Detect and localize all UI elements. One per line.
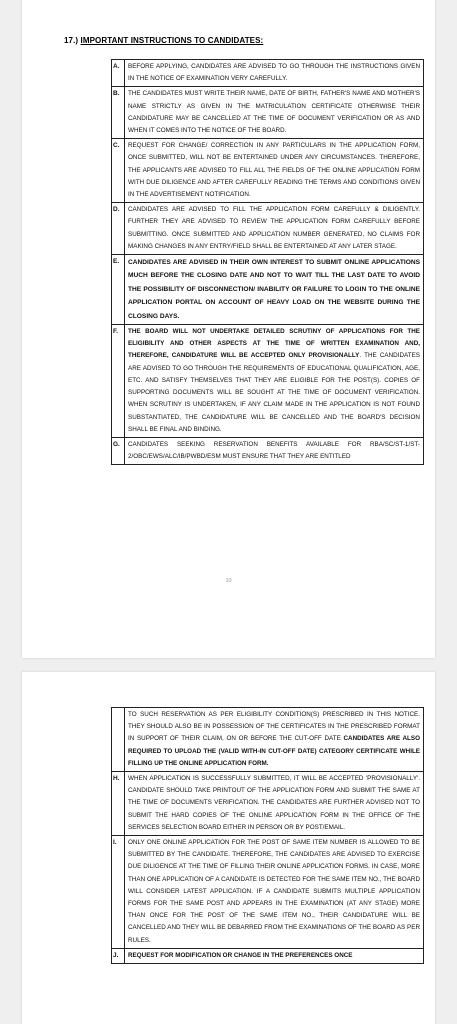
table-row xyxy=(112,203,424,255)
item-label: F. xyxy=(112,325,125,438)
item-label: C. xyxy=(112,139,125,203)
item-label: B. xyxy=(112,87,125,139)
item-text: THE CANDIDATES MUST WRITE THEIR NAME, DATE OF BIRTH, FATHER'S NAME AND MOTHER'S NAME STRICTLY AS GIVEN IN THE MATRICULATION CERTIFICATE OTHERWISE THEIR CANDIDATURE MAY BE CANCELLED AT THE TIME OF DOCUMENT VERIFICATION OR AS AND WHEN IT COMES INTO THE NOTICE OF THE BOARD. xyxy=(125,87,424,139)
item-text: ONLY ONE ONLINE APPLICATION FOR THE POST OF SAME ITEM NUMBER IS ALLOWED TO BE SUBMITTED BY THE CANDIDATE. THEREFORE, THE CANDIDATES ARE ADVISED TO EXERCISE DUE DILIGENCE AT THE TIME OF FILLING THEIR ONLINE APPLICATION FORMS. IN CASE, MORE THAN ONE APPLICATION OF A CANDIDATE IS DETECTED FOR THE SAME ITEM NO., THE BOARD WILL CONSIDER LATEST APPLICATION. IF A CANDIDATE SUBMITS MULTIPLE APPLICATION FORMS FOR THE SAME POST AND APPEARS IN THE EXAMINATION (AT ANY STAGE) MORE THAN ONCE FOR THE POST OF THE SAME ITEM NO., THEIR CANDIDATURE WILL BE CANCELLED AND THEY WILL BE DEBARRED FROM THE EXAMINATIONS OF THE BOARD AS PER RULES. xyxy=(125,836,424,949)
table-row xyxy=(112,255,424,325)
item-text xyxy=(125,325,424,438)
table-row xyxy=(112,836,424,949)
item-text: WHEN APPLICATION IS SUCCESSFULLY SUBMITTED, IT WILL BE ACCEPTED 'PROVISIONALLY'. CANDIDATE SHOULD TAKE PRINTOUT OF THE APPLICATION FORM AND SUBMIT THE SAME AT THE TIME OF DOCUMENTS VERIFICATION. THE CANDIDATES ARE FURTHER ADVISED NOT TO SUBMIT THE HARD COPIES OF THE ONLINE APPLICATION FORM IN THE OFFICE OF THE SERVICES SELECTION BOARD EITHER IN PERSON OR BY POST/EMAIL. xyxy=(125,772,424,836)
item-text: CANDIDATES ARE ADVISED IN THEIR OWN INTEREST TO SUBMIT ONLINE APPLICATIONS MUCH BEFORE THE CLOSING DATE AND NOT TO WAIT TILL THE LAST DATE TO AVOID THE POSSIBILITY OF DISCONNECTION/ INABILITY OR FAILURE TO LOGIN TO THE ONLINE APPLICATION PORTAL ON ACCOUNT OF HEAVY LOAD ON THE WEBSITE DURING THE CLOSING DAYS. xyxy=(125,255,424,325)
item-bold-text: CANDIDATES ARE ALSO REQUIRED TO UPLOAD THE (VALID WITH-IN CUT-OFF DATE) CATEGORY CERTIFICATE WHILE FILLING UP THE ONLINE APPLICATION FORM. xyxy=(128,735,420,767)
table-row xyxy=(112,437,424,464)
item-label: D. xyxy=(112,203,125,255)
table-row xyxy=(112,87,424,139)
item-text xyxy=(125,708,424,772)
table-row xyxy=(112,60,424,87)
item-text xyxy=(125,948,424,963)
document-page-2 xyxy=(22,672,435,1024)
instructions-table xyxy=(111,59,424,465)
section-title: IMPORTANT INSTRUCTIONS TO CANDIDATES: xyxy=(80,36,264,45)
table-row xyxy=(112,708,424,772)
table-row xyxy=(112,948,424,963)
item-regular-text: TO SUCH RESERVATION AS PER ELIGIBILITY CONDITION(S) PRESCRIBED IN THIS NOTICE. THEY SHOULD ALSO BE IN POSSESSION OF THE CERTIFICATES IN THE PRESCRIBED FORMAT IN SUPPORT OF THEIR CLAIM, ON OR BEFORE THE CUT-OFF DATE xyxy=(128,711,420,743)
item-label: I. xyxy=(112,836,125,949)
item-label: A. xyxy=(112,60,125,87)
item-label: G. xyxy=(112,437,125,464)
instructions-table-continued xyxy=(111,707,424,964)
section-number: 17.) xyxy=(64,36,79,45)
section-heading xyxy=(64,36,263,45)
item-regular-text: . THE CANDIDATES ARE ADVISED TO GO THROUGH THE REQUIREMENTS OF EDUCATIONAL QUALIFICATION, AGE, ETC. AND SATISFY THEMSELVES THAT THEY ARE ELIGIBLE FOR THE POST(S). COPIES OF SUPPORTING DOCUMENTS WILL BE SOUGHT AT THE TIME OF DOCUMENT VERIFICATION. WHEN SCRUTINY IS UNDERTAKEN, IF ANY CLAIM MADE IN THE APPLICATION IS NOT FOUND SUBSTANTIATED, THE CANDIDATURE WILL BE CANCELLED AND THE BOARD'S DECISION SHALL BE FINAL AND BINDING. xyxy=(128,352,420,433)
item-bold-text: THE BOARD WILL NOT UNDERTAKE DETAILED SCRUTINY OF APPLICATIONS FOR THE ELIGIBILITY AND OTHER ASPECTS AT THE TIME OF WRITTEN EXAMINATION AND, THEREFORE, CANDIDATURE WILL BE ACCEPTED ONLY PROVISIONALLY xyxy=(128,328,420,360)
item-label: J. xyxy=(112,948,125,963)
item-label: H. xyxy=(112,772,125,836)
item-text: BEFORE APPLYING, CANDIDATES ARE ADVISED TO GO THROUGH THE INSTRUCTIONS GIVEN IN THE NOTICE OF EXAMINATION VERY CAREFULLY. xyxy=(125,60,424,87)
table-row xyxy=(112,772,424,836)
item-text: REQUEST FOR CHANGE/ CORRECTION IN ANY PARTICULARS IN THE APPLICATION FORM, ONCE SUBMITTED, WILL NOT BE ENTERTAINED UNDER ANY CIRCUMSTANCES. THEREFORE, THE APPLICANTS ARE ADVISED TO FILL ALL THE FIELDS OF THE ONLINE APPLICATION FORM WITH DUE DILIGENCE AND AFTER CAREFULLY READING THE TERMS AND CONDITIONS GIVEN IN THE ADVERTISEMENT NOTIFICATION. xyxy=(125,139,424,203)
item-text: CANDIDATES ARE ADVISED TO FILL THE APPLICATION FORM CAREFULLY & DILIGENTLY. FURTHER THEY ARE ADVISED TO REVIEW THE APPLICATION FORM CAREFULLY BEFORE SUBMITTING. ONCE SUBMITTED AND APPLICATION NUMBER GENERATED, NO CLAIMS FOR MAKING CHANGES IN ANY ENTRY/FIELD SHALL BE ENTERTAINED AT ANY LATER STAGE. xyxy=(125,203,424,255)
page-number: 10 xyxy=(225,578,232,584)
table-row xyxy=(112,325,424,438)
item-bold-text: REQUEST FOR MODIFICATION OR CHANGE IN THE PREFERENCES ONCE xyxy=(128,951,353,959)
item-text: CANDIDATES SEEKING RESERVATION BENEFITS AVAILABLE FOR RBA/SC/ST-1/ST-2/OBC/EWS/ALC/IB/PWBD/ESM MUST ENSURE THAT THEY ARE ENTITLED xyxy=(125,437,424,464)
table-row xyxy=(112,139,424,203)
document-page-1 xyxy=(22,0,435,658)
item-label xyxy=(112,708,125,772)
item-label: E. xyxy=(112,255,125,325)
